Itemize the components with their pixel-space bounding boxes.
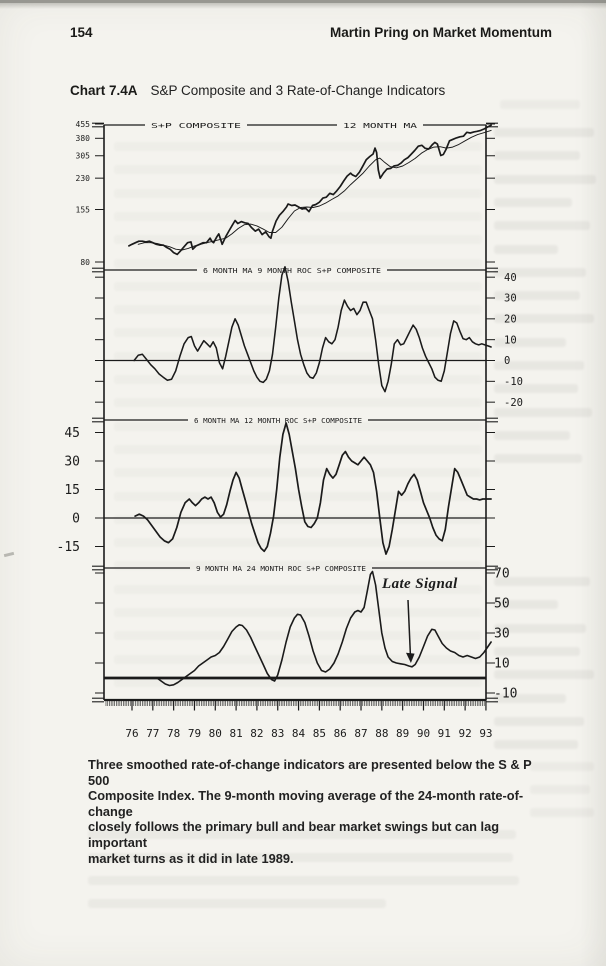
chart-label: Chart 7.4A — [70, 83, 138, 98]
svg-text:45: 45 — [64, 426, 80, 442]
svg-text:30: 30 — [494, 626, 510, 642]
svg-text:0: 0 — [72, 511, 80, 527]
svg-text:76: 76 — [125, 727, 139, 740]
panel-roc-9-month — [92, 267, 523, 409]
chart-heading — [70, 83, 445, 98]
chart-title: S&P Composite and 3 Rate-of-Change Indicators — [150, 83, 446, 98]
svg-text:82: 82 — [250, 727, 264, 740]
svg-text:80: 80 — [208, 727, 222, 740]
svg-text:-10: -10 — [504, 376, 523, 389]
legend-roc-24-month-0: 9 MONTH MA 24 MONTH ROC S+P COMPOSITE — [196, 564, 366, 573]
svg-text:0: 0 — [504, 355, 511, 368]
svg-text:-15: -15 — [56, 540, 80, 556]
series-sp-composite-0 — [129, 125, 491, 254]
svg-text:88: 88 — [375, 727, 389, 740]
late-signal-annotation: Late Signal — [382, 576, 458, 592]
caption-line: market turns as it did in late 1989. — [88, 850, 294, 866]
x-axis — [106, 700, 493, 740]
caption-line: Composite Index. The 9-month moving average of the 24-month rate-of-change — [88, 788, 524, 819]
svg-text:30: 30 — [64, 454, 80, 470]
svg-text:-20: -20 — [504, 396, 523, 409]
svg-text:155: 155 — [75, 205, 90, 215]
svg-text:80: 80 — [80, 257, 90, 267]
svg-text:81: 81 — [229, 727, 243, 740]
svg-text:84: 84 — [291, 727, 306, 740]
svg-text:93: 93 — [479, 727, 493, 740]
svg-text:10: 10 — [494, 656, 510, 672]
svg-text:50: 50 — [494, 596, 510, 612]
panel-sp-composite — [76, 120, 498, 267]
svg-text:-10: -10 — [494, 686, 518, 702]
svg-text:230: 230 — [75, 173, 90, 183]
legend-sp-composite-0: S+P COMPOSITE — [151, 121, 241, 130]
svg-text:79: 79 — [187, 727, 202, 740]
svg-text:10: 10 — [504, 334, 517, 347]
svg-text:40: 40 — [504, 271, 517, 284]
svg-text:90: 90 — [416, 727, 431, 740]
running-head: Martin Pring on Market Momentum — [329, 25, 552, 40]
chart-caption — [88, 757, 533, 866]
svg-text:86: 86 — [333, 727, 347, 740]
legend-sp-composite-1: 12 MONTH MA — [343, 121, 419, 130]
scan-edge-fade — [0, 3, 606, 9]
legend-roc-12-month-0: 6 MONTH MA 12 MONTH ROC S+P COMPOSITE — [194, 416, 362, 425]
legend-roc-9-month-0: 6 MONTH MA 9 MONTH ROC S+P COMPOSITE — [203, 266, 381, 275]
svg-text:78: 78 — [167, 727, 181, 740]
svg-text:30: 30 — [504, 292, 517, 305]
caption-line: closely follows the primary bull and bear market swings but can lag important — [88, 819, 500, 850]
svg-text:455: 455 — [75, 119, 90, 129]
svg-text:91: 91 — [437, 727, 451, 740]
svg-text:15: 15 — [64, 483, 80, 499]
page-curve-shading — [580, 0, 606, 966]
svg-text:92: 92 — [458, 727, 472, 740]
svg-text:87: 87 — [354, 727, 368, 740]
panel-roc-12-month — [57, 417, 498, 555]
svg-text:70: 70 — [494, 566, 510, 582]
late-signal-arrow — [406, 600, 415, 663]
svg-text:83: 83 — [271, 727, 285, 740]
svg-text:89: 89 — [396, 727, 410, 740]
svg-text:77: 77 — [146, 727, 160, 740]
series-roc-9-month-0 — [134, 267, 491, 392]
svg-text:20: 20 — [504, 313, 517, 326]
caption-line: Three smoothed rate-of-change indicators are presented below the S & P 500 — [88, 757, 532, 788]
series-roc-12-month-0 — [135, 423, 491, 554]
svg-text:380: 380 — [75, 134, 90, 144]
svg-text:305: 305 — [75, 151, 90, 161]
page-number: 154 — [70, 25, 93, 40]
svg-text:85: 85 — [312, 727, 327, 740]
